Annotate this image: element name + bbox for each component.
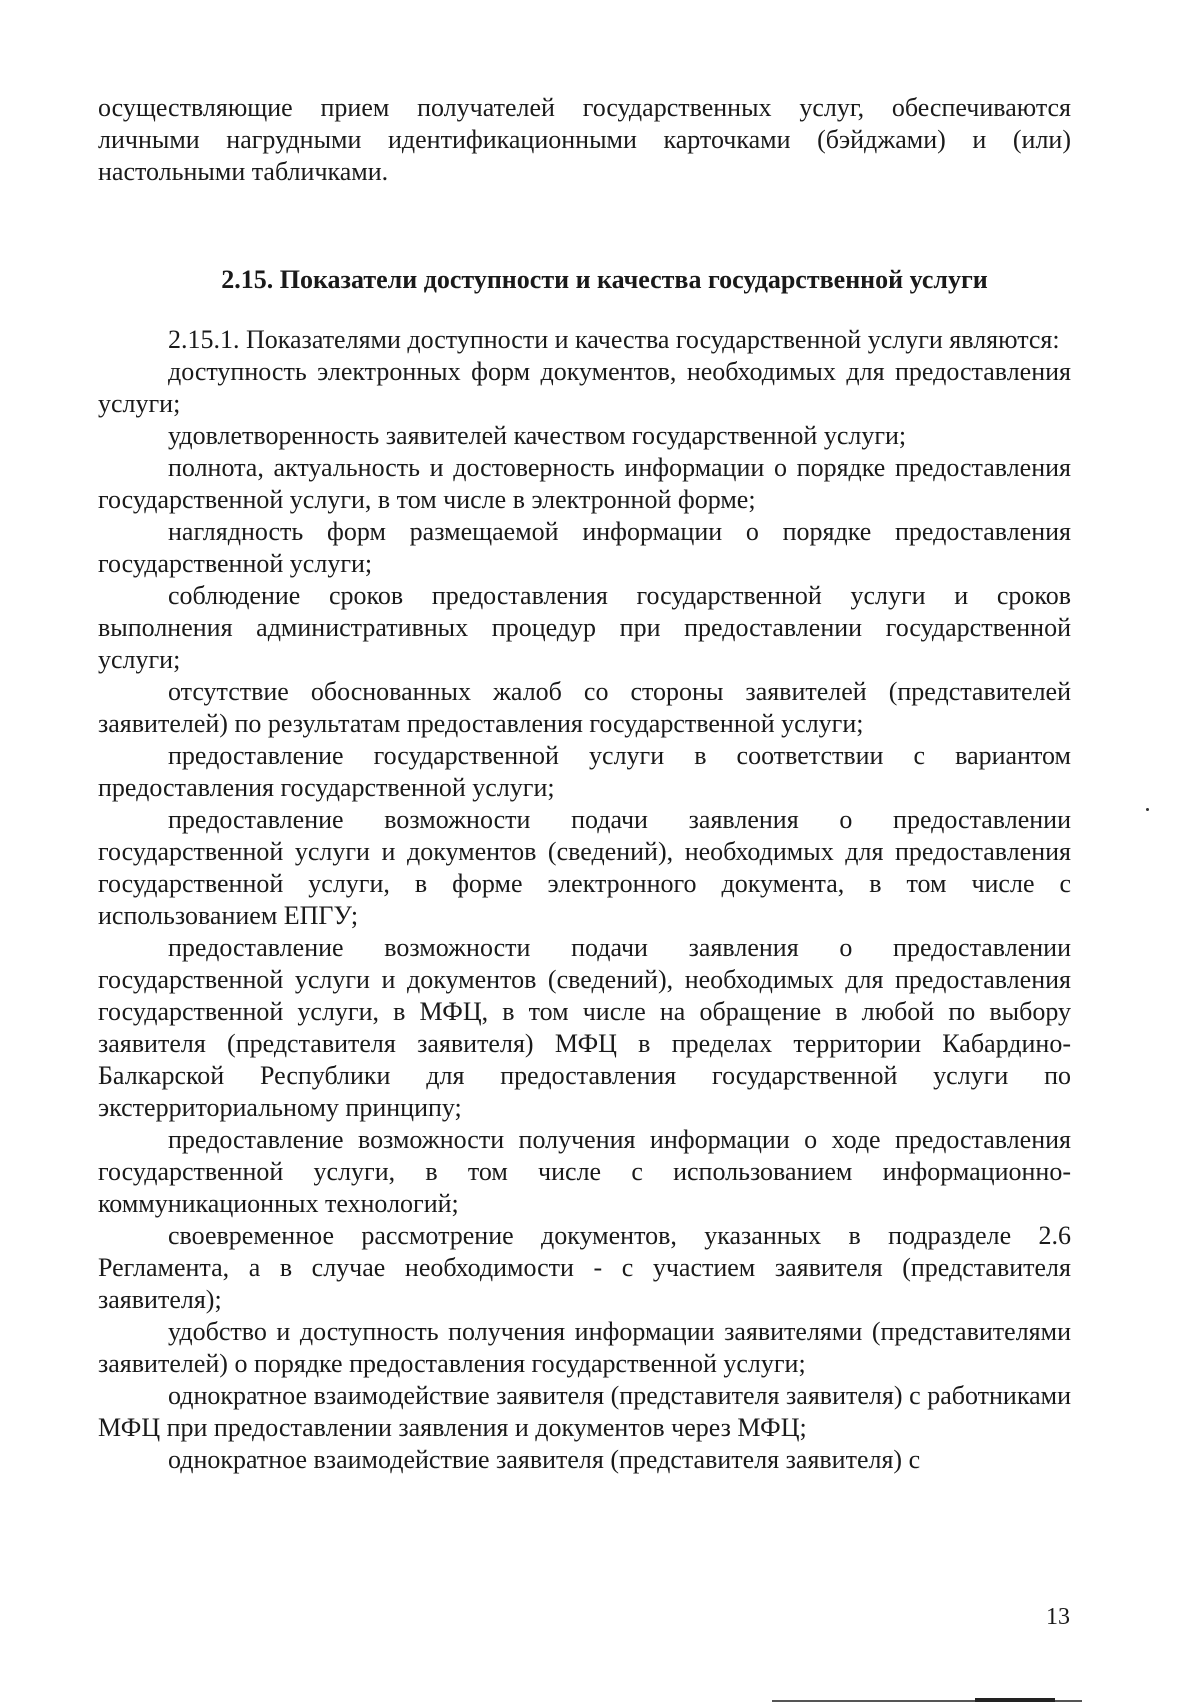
section-heading: 2.15. Показатели доступности и качества государственной услуги	[221, 265, 988, 294]
scan-speck	[1146, 808, 1149, 811]
paragraph-intro: 2.15.1. Показателями доступности и качества государственной услуги являются:	[168, 325, 1060, 354]
continued-paragraph: осуществляющие прием получателей государственных услуг, обеспечиваются личными нагрудными идентификационными карточками (бэйджами) и (или) настольными табличками.	[98, 93, 1071, 186]
footer-rule-mark	[975, 1698, 1055, 1702]
paragraph-item: наглядность форм размещаемой информации о порядке предоставления государственной услуги;	[98, 517, 1071, 578]
paragraph-item: предоставление возможности подачи заявления о предоставлении государственной услуги и документов (сведений), необходимых для предоставления государственной услуги, в форме электронного документа, в том числе с использованием ЕПГУ;	[98, 805, 1071, 930]
paragraph-item: однократное взаимодействие заявителя (представителя заявителя) с работниками МФЦ при предоставлении заявления и документов через МФЦ;	[98, 1381, 1071, 1442]
paragraph-item: предоставление возможности получения информации о ходе предоставления государственной услуги, в том числе с использованием информационно-коммуникационных технологий;	[98, 1125, 1071, 1218]
paragraph-item: однократное взаимодействие заявителя (представителя заявителя) с	[168, 1445, 921, 1474]
paragraph-item: соблюдение сроков предоставления государственной услуги и сроков выполнения административных процедур при предоставлении государственной услуги;	[98, 581, 1071, 674]
paragraph-item: отсутствие обоснованных жалоб со стороны заявителей (представителей заявителей) по результатам предоставления государственной услуги;	[98, 677, 1071, 738]
page-number: 13	[1046, 1604, 1070, 1630]
paragraph-item: доступность электронных форм документов, необходимых для предоставления услуги;	[98, 357, 1071, 418]
paragraph-item: предоставление возможности подачи заявления о предоставлении государственной услуги и документов (сведений), необходимых для предоставления государственной услуги, в МФЦ, в том числе на обращение в любой по выбору заявителя (представителя заявителя) МФЦ в пределах территории Кабардино-Балкарской Республики для предоставления государственной услуги по экстерриториальному принципу;	[98, 933, 1071, 1122]
paragraph-item: предоставление государственной услуги в соответствии с вариантом предоставления государственной услуги;	[98, 741, 1071, 802]
paragraph-item: своевременное рассмотрение документов, указанных в подразделе 2.6 Регламента, а в случае необходимости - с участием заявителя (представителя заявителя);	[98, 1221, 1071, 1314]
paragraph-item: удовлетворенность заявителей качеством государственной услуги;	[168, 421, 907, 450]
paragraph-item: полнота, актуальность и достоверность информации о порядке предоставления государственной услуги, в том числе в электронной форме;	[98, 453, 1071, 514]
paragraph-item: удобство и доступность получения информации заявителями (представителями заявителей) о порядке предоставления государственной услуги;	[98, 1317, 1071, 1378]
document-page	[98, 92, 1071, 1476]
